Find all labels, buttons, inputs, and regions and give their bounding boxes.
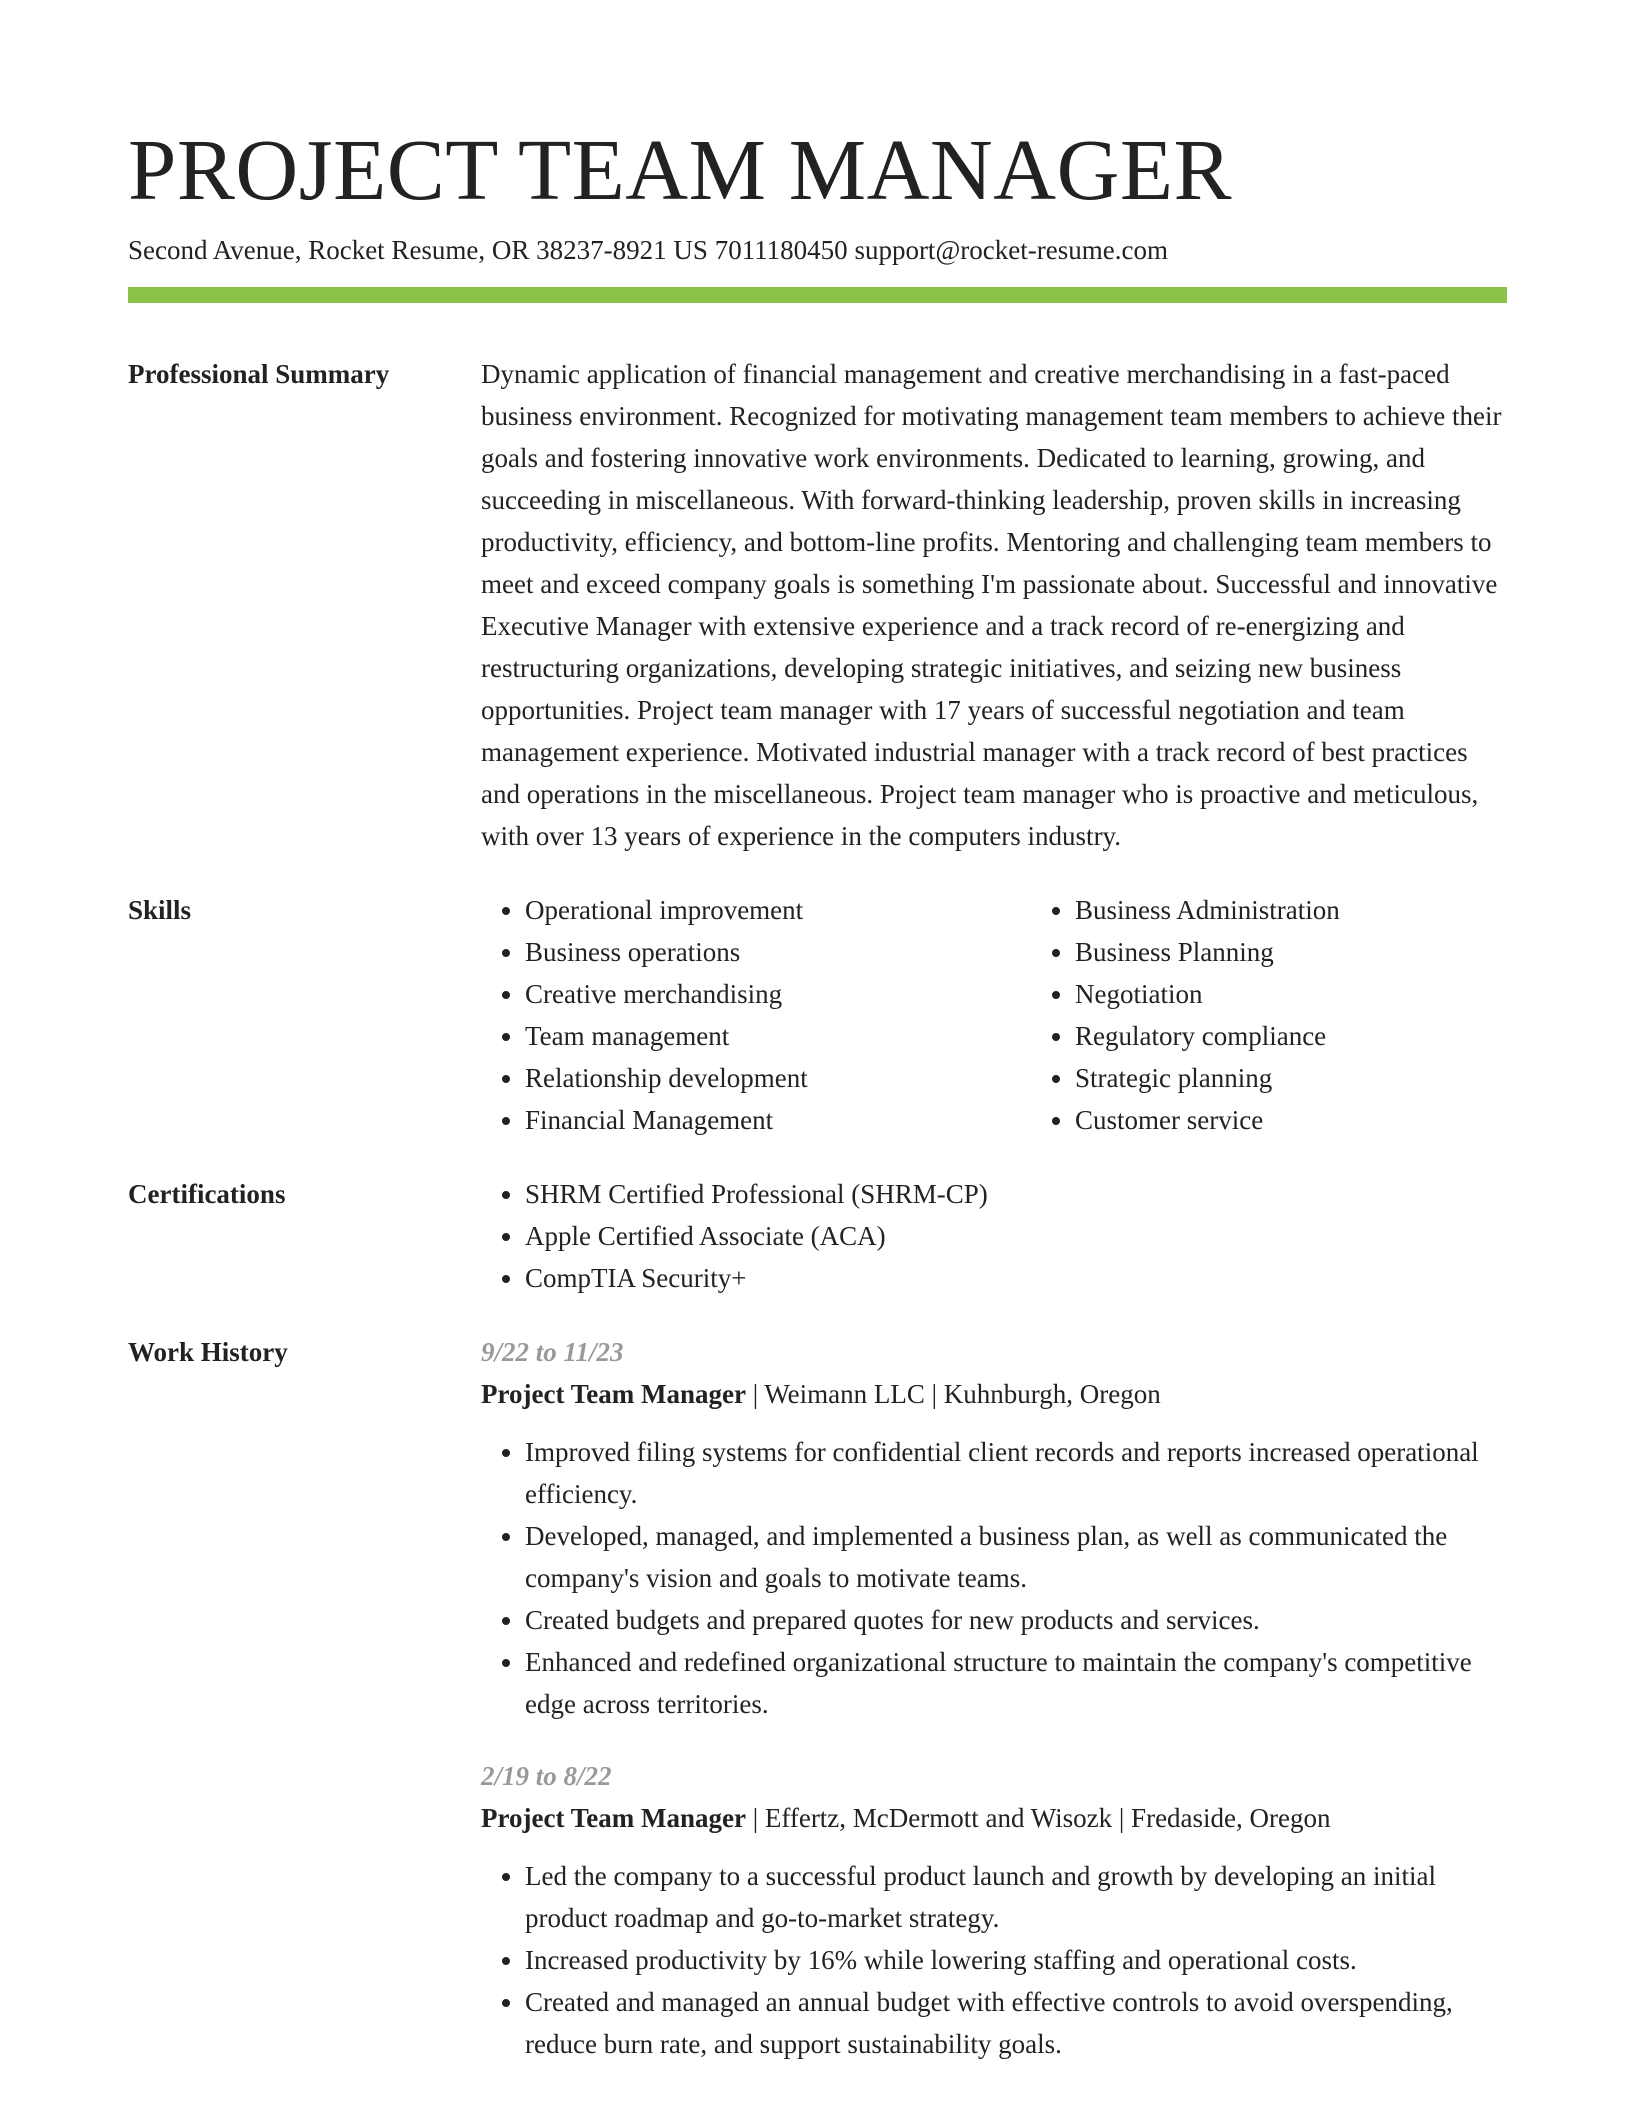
certification-item: • CompTIA Security+ bbox=[525, 1257, 1507, 1299]
work-history-section bbox=[128, 1331, 1507, 2095]
skills-heading: Skills bbox=[128, 895, 192, 925]
summary-heading: Professional Summary bbox=[128, 359, 390, 389]
job-header bbox=[481, 1797, 1507, 1839]
skills-section bbox=[128, 889, 1507, 1141]
summary-body bbox=[481, 353, 1507, 857]
job-company-location: | Weimann LLC | Kuhnburgh, Oregon bbox=[745, 1379, 1161, 1409]
skill-item: • Customer service bbox=[1075, 1099, 1535, 1141]
job-bullet: • Created and managed an annual budget with effective controls to avoid overspending, reduce burn rate, and support sustainability goals. bbox=[525, 1981, 1507, 2065]
job-bullet: • Enhanced and redefined organizational structure to maintain the company's competitive edge across territories. bbox=[525, 1641, 1507, 1725]
work-history-heading: Work History bbox=[128, 1337, 288, 1367]
certifications-body bbox=[481, 1173, 1507, 1299]
skill-item: • Negotiation bbox=[1075, 973, 1535, 1015]
job-title: Project Team Manager bbox=[481, 1379, 746, 1409]
work-history-body bbox=[481, 1331, 1507, 2095]
contact-line bbox=[128, 230, 1507, 270]
job-entry bbox=[481, 1755, 1507, 2065]
skill-item: • Financial Management bbox=[525, 1099, 1031, 1141]
skill-item: • Business operations bbox=[525, 931, 1031, 973]
certifications-section bbox=[128, 1173, 1507, 1299]
job-bullet: • Improved filing systems for confidential client records and reports increased operational efficiency. bbox=[525, 1431, 1507, 1515]
skill-item: • Regulatory compliance bbox=[1075, 1015, 1535, 1057]
skill-item: • Operational improvement bbox=[525, 889, 1031, 931]
job-entry bbox=[481, 1331, 1507, 1725]
job-bullets bbox=[481, 1431, 1507, 1725]
certification-item: • SHRM Certified Professional (SHRM-CP) bbox=[525, 1173, 1507, 1215]
certifications-heading: Certifications bbox=[128, 1179, 286, 1209]
header-divider bbox=[128, 287, 1507, 303]
job-title: Project Team Manager bbox=[481, 1803, 746, 1833]
job-header bbox=[481, 1373, 1507, 1415]
skill-item: • Creative merchandising bbox=[525, 973, 1031, 1015]
candidate-name: PROJECT TEAM MANAGER bbox=[128, 121, 1233, 218]
certifications-list bbox=[481, 1173, 1507, 1299]
job-company-location: | Effertz, McDermott and Wisozk | Fredaside, Oregon bbox=[745, 1803, 1331, 1833]
job-bullet: • Increased productivity by 16% while lowering staffing and operational costs. bbox=[525, 1939, 1507, 1981]
contact-phone: 7011180450 bbox=[714, 235, 848, 265]
skill-item: • Team management bbox=[525, 1015, 1031, 1057]
skill-item: • Relationship development bbox=[525, 1057, 1031, 1099]
job-dates: 9/22 to 11/23 bbox=[481, 1337, 624, 1367]
contact-address: Second Avenue, Rocket Resume, OR 38237-8921 US bbox=[128, 235, 708, 265]
skill-item: • Business Administration bbox=[1075, 889, 1535, 931]
job-bullets bbox=[481, 1855, 1507, 2065]
skills-list-left bbox=[481, 889, 1031, 1141]
skill-item: • Business Planning bbox=[1075, 931, 1535, 973]
job-bullet: • Developed, managed, and implemented a business plan, as well as communicated the company's vision and goals to motivate teams. bbox=[525, 1515, 1507, 1599]
job-bullet: • Led the company to a successful product launch and growth by developing an initial product roadmap and go-to-market strategy. bbox=[525, 1855, 1507, 1939]
skills-body bbox=[481, 889, 1535, 1141]
job-bullet: • Created budgets and prepared quotes for new products and services. bbox=[525, 1599, 1507, 1641]
summary-section bbox=[128, 353, 1507, 857]
contact-email: support@rocket-resume.com bbox=[854, 235, 1168, 265]
skills-list-right bbox=[1031, 889, 1535, 1141]
skill-item: • Strategic planning bbox=[1075, 1057, 1535, 1099]
job-dates: 2/19 to 8/22 bbox=[481, 1761, 612, 1791]
summary-text: Dynamic application of financial management and creative merchandising in a fast-paced business environment. Recognized for motivating management team members to achieve their goals and fostering innovative work environments. Dedicated to learning, growing, and succeeding in miscellaneous. With forward-thinking leadership, proven skills in increasing productivity, efficiency, and bottom-line profits. Mentoring and challenging team members to meet and exceed company goals is something I'm passionate about. Successful and innovative Executive Manager with extensive experience and a track record of re-energizing and restructuring organizations, developing strategic initiatives, and seizing new business opportunities. Project team manager with 17 years of successful negotiation and team management experience. Motivated industrial manager with a track record of best practices and operations in the miscellaneous. Project team manager who is proactive and meticulous, with over 13 years of experience in the computers industry. bbox=[481, 359, 1502, 851]
certification-item: • Apple Certified Associate (ACA) bbox=[525, 1215, 1507, 1257]
